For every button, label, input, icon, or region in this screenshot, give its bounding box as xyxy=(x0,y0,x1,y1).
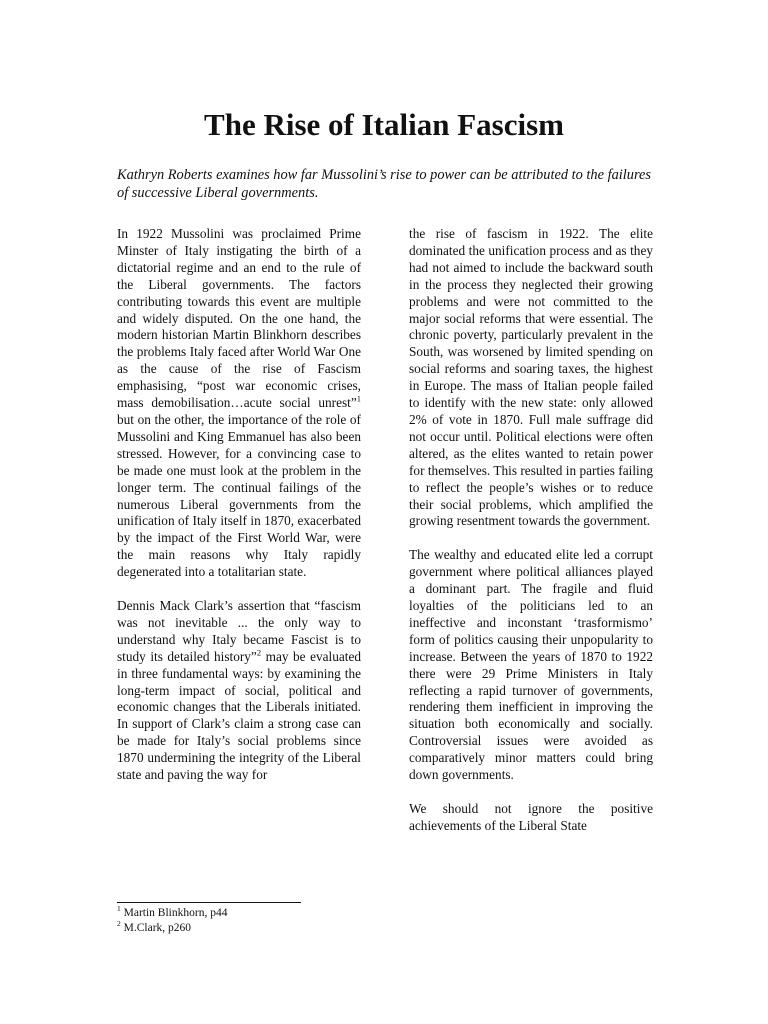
paragraph xyxy=(117,226,361,581)
paragraph-text: Dennis Mack Clark’s assertion that “fascism was not inevitable ... the only way to understand why Italy became Fascist is to study its detailed history” xyxy=(117,598,361,664)
right-column xyxy=(409,226,653,835)
paragraph: We should not ignore the positive achievements of the Liberal State xyxy=(409,801,653,833)
footnote-ref: 2 xyxy=(256,647,262,658)
footnotes xyxy=(117,906,357,936)
paragraph xyxy=(117,598,361,784)
footnote-number: 2 xyxy=(117,919,121,929)
paragraph: The wealthy and educated elite led a corrupt government where political alliances played a dominant part. The fragile and fluid loyalties of the politicians led to an ineffective and inconstant ‘trasformismo’ form of politics causing their unpopularity to increase. Between the years of 1870 to 1922 there were 29 Prime Ministers in Italy reflecting a rapid turnover of governments, rendering them inefficient in improving the situation both economically and socially. Controversial issues were avoided as comparatively minor matters could bring down governments. xyxy=(409,547,653,783)
footnote xyxy=(117,906,357,921)
left-column xyxy=(117,226,361,784)
paragraph-text: but on the other, the importance of the role of Mussolini and King Emmanuel has also been stressed. However, for a convincing case to be made one must look at the problem in the longer term. The continual failings of the numerous Liberal governments from the unification of Italy itself in 1870, exacerbated by the impact of the First World War, were the main reasons why Italy rapidly degenerated into a totalitarian state. xyxy=(117,411,361,580)
footnote-text: M.Clark, p260 xyxy=(120,922,192,934)
footnote-number: 1 xyxy=(117,904,121,914)
footnote-text: Martin Blinkhorn, p44 xyxy=(120,907,228,919)
footnote-divider xyxy=(117,902,301,903)
article-title: The Rise of Italian Fascism xyxy=(204,106,564,142)
footnote-ref: 1 xyxy=(356,393,361,404)
paragraph: the rise of fascism in 1922. The elite dominated the unification process and as they had not aimed to include the backward south in the process they neglected their growing problems and were not committed to the major social reforms that were essential. The chronic poverty, particularly prevalent in the South, was worsened by limited spending on social reforms and soaring taxes, the highest in Europe. The mass of Italian people failed to identify with the new state: only allowed 2% of vote in 1870. Full male suffrage did not occur until. Political elections were often altered, as the elites wanted to retain power for themselves. This resulted in parties failing to reflect the people’s wishes or to reduce their social problems, which amplified the growing resentment towards the government. xyxy=(409,226,653,529)
article-standfirst: Kathryn Roberts examines how far Mussolini’s rise to power can be attributed to the failures of successive Liberal governments. xyxy=(117,167,652,201)
paragraph-text: In 1922 Mussolini was proclaimed Prime Minster of Italy instigating the birth of a dictatorial regime and an end to the rule of the Liberal governments. The factors contributing towards this event are multiple and widely disputed. On the one hand, the modern historian Martin Blinkhorn describes the problems Italy faced after World War One as the cause of the rise of Fascism emphasising, “post war economic crises, mass demobilisation…acute social unrest” xyxy=(117,226,361,411)
paragraph-text: may be evaluated in three fundamental ways: by examining the long-term impact of social, political and economic changes that the Liberals initiated. In support of Clark’s claim a strong case can be made for Italy’s social problems since 1870 undermining the integrity of the Liberal state and paving the way for xyxy=(117,648,362,783)
footnote xyxy=(117,921,357,936)
